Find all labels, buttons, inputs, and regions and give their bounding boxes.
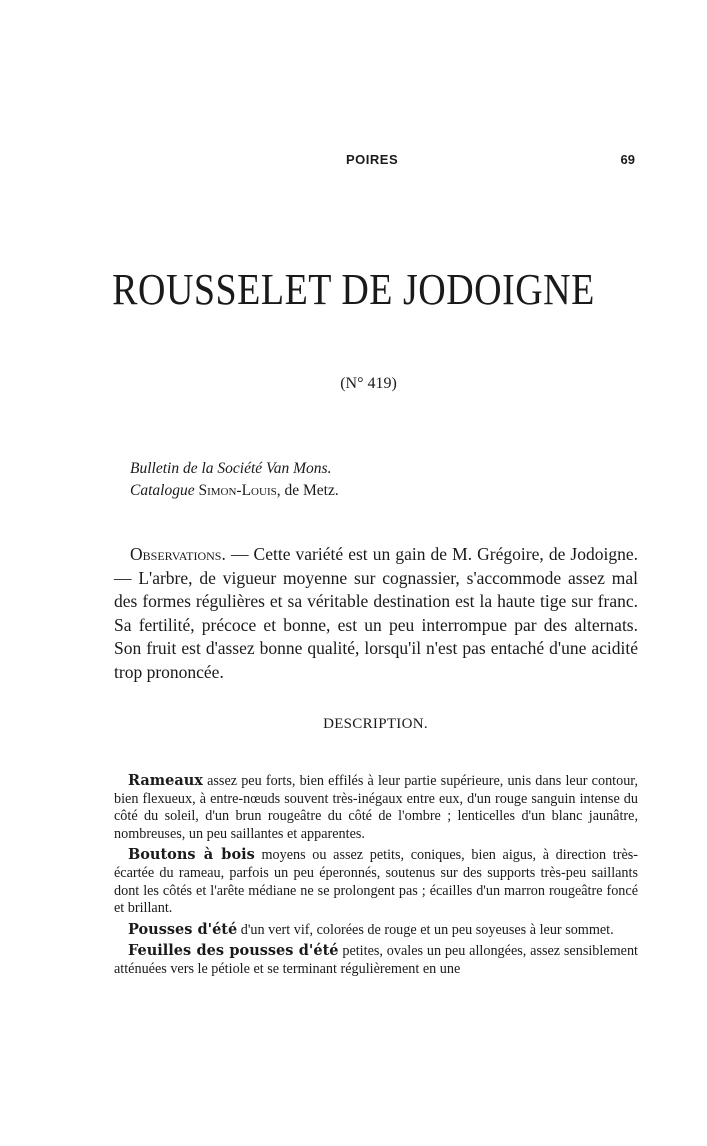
description-term: Pousses d'été (128, 920, 238, 938)
observations-paragraph (114, 543, 638, 684)
description-text: assez peu forts, bien effilés à leur partie supérieure, unis dans leur contour, bien flexueux, à entre-nœuds souvent très-inégaux entre eux, d'un rouge sanguin intense du côté du soleil, d'un brun rougeâtre du côté de l'ombre ; lenticelles d'un blanc jaunâtre, nombreuses, un peu saillantes et apparentes. (114, 773, 638, 842)
description-body (114, 772, 638, 982)
observations-label: Observations. (130, 544, 226, 564)
reference-1 (130, 458, 339, 480)
description-term: Boutons à bois (128, 846, 255, 864)
description-text: d'un vert vif, colorées de rouge et un peu soyeuses à leur sommet. (237, 921, 614, 938)
reference-2-italic: Catalogue (130, 482, 195, 499)
running-title: POIRES (346, 152, 399, 167)
variety-number: (N° 419) (340, 375, 397, 392)
description-paragraph (114, 772, 638, 843)
description-term: Feuilles des pousses d'été (128, 942, 339, 960)
reference-2 (130, 480, 339, 502)
running-head (0, 152, 707, 172)
description-term: Rameaux (128, 772, 203, 789)
reference-2-rest: , de Metz. (276, 482, 339, 499)
description-paragraph (114, 921, 638, 940)
description-paragraph (114, 942, 638, 978)
observations-text: — Cette variété est un gain de M. Grégoire, de Jodoigne. — L'arbre, de vigueur moyenne sur cognassier, s'accommode assez mal des formes régulières et sa véritable destination est la haute tige sur franc. Sa fertilité, précoce et bonne, est un peu interrompue par des alternats. Son fruit est d'assez bonne qualité, lorsqu'il n'est pas entaché d'une acidité trop prononcée. (114, 544, 638, 682)
description-text: moyens ou assez petits, coniques, bien aigus, à direction très-écartée du rameau, parfois un peu éperonnés, soutenus sur des supports très-peu saillants dont les côtés et l'arête médiane ne se prolongent pas ; écailles d'un marron rougeâtre foncé et brillant. (114, 847, 638, 917)
reference-1-text: Bulletin de la Société Van Mons. (130, 460, 332, 477)
page-title: ROUSSELET DE JODOIGNE (112, 265, 595, 315)
description-text: petites, ovales un peu allongées, assez sensiblement atténuées vers le pétiole et se terminant régulièrement en une (114, 943, 638, 977)
page-number: 69 (620, 152, 635, 167)
description-heading: DESCRIPTION. (323, 716, 428, 732)
reference-2-author: Simon-Louis (198, 482, 277, 499)
references (130, 458, 339, 502)
description-paragraph (114, 846, 638, 917)
